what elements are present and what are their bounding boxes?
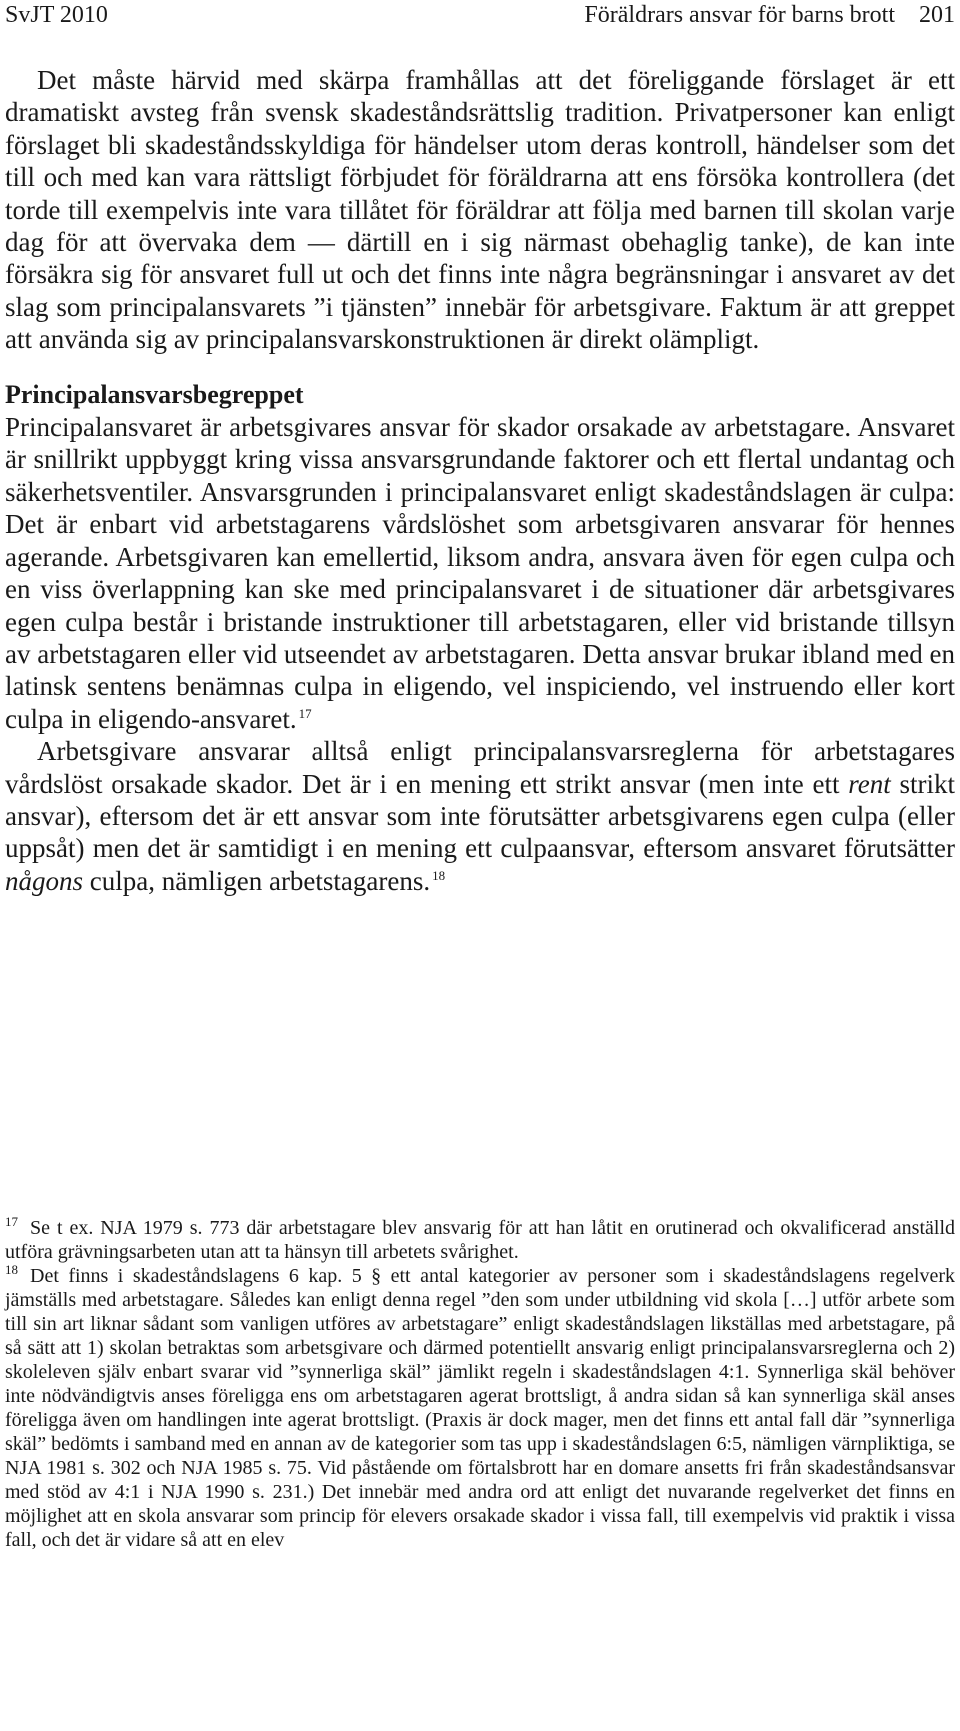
footnotes [5, 1216, 955, 1552]
footnote-18 [5, 1264, 955, 1552]
paragraph-3-text-c: culpa, nämligen arbetstagarens. [83, 865, 431, 896]
journal-name: SvJT 2010 [5, 2, 108, 28]
footnote-number: 17 [5, 1214, 18, 1229]
section-heading: Principalansvarsbegreppet [5, 379, 304, 409]
footnote-17 [5, 1216, 955, 1264]
footnote-ref-17[interactable]: 17 [298, 705, 312, 721]
page-number: 201 [919, 2, 955, 28]
paragraph-3-text-a: Arbetsgivare ansvarar alltså enligt principalansvarsreglerna för arbetstagares vårdslöst orsakade skador. Det är i en mening ett strikt ansvar (men inte ett [5, 736, 955, 799]
emphasis-nagons: någons [5, 865, 84, 896]
paragraph-3-text-b: strikt ansvar), eftersom det är ett ansvar som inte förutsätter arbetsgivarens egen culpa (eller uppsåt) men det är samtidigt i en mening ett culpaansvar, eftersom ansvaret förutsätter [5, 768, 955, 864]
running-head-right [584, 0, 955, 30]
document-page [5, 0, 955, 1731]
paragraph-2 [5, 411, 955, 735]
paragraph-1: Det måste härvid med skärpa framhållas att det föreliggande förslaget är ett dramatiskt avsteg från svensk skadeståndsrättslig tradition. Privatpersoner kan enligt förslaget bli skadeståndsskyldiga för händelser utom deras kontroll, händelser som det till och med kan vara rättsligt förbjudet för föräldrarna att ens försöka kontrollera (det torde till exempelvis inte vara tillåtet för föräldrar att följa med barnen till skolan varje dag för att övervaka dem — därtill en i sig närmast obehaglig tanke), de kan inte försäkra sig för ansvaret full ut och det finns inte några begränsningar i ansvaret av det slag som principalansvarets ”i tjänsten” innebär för arbetsgivare. Faktum är att greppet att använda sig av principalansvarskonstruktionen är direkt olämpligt. [5, 65, 955, 355]
running-head [5, 0, 955, 30]
article-title: Föräldrars ansvar för barns brott [584, 2, 895, 28]
paragraph-3 [5, 735, 955, 897]
emphasis-rent: rent [848, 768, 891, 799]
footnote-text: Se t ex. NJA 1979 s. 773 där arbetstagare blev ansvarig för att han låtit en orutinerad och okvalificerad anställd utföra grävningsarbeten utan att ta hänsyn till arbetets svårighet. [5, 1217, 955, 1263]
paragraph-2-text: Principalansvaret är arbetsgivares ansvar för skador orsakade av arbetstagare. Ansvaret är snillrikt uppbyggt kring vissa ansvarsgrundande faktorer och ett flertal undantag och säkerhetsventiler. Ansvarsgrunden i principalansvaret enligt skadeståndslagen är culpa: Det är enbart vid arbetstagarens vårdslöshet som arbetsgivaren ansvarar för hennes agerande. Arbetsgivaren kan emellertid, liksom andra, ansvara även för egen culpa och en viss överlappning kan ske med principalansvaret i de situationer där arbetsgivares egen culpa består i bristande instruktioner till arbetstagaren, eller vid bristande tillsyn av arbetstagaren eller vid utseendet av arbetstagaren. Detta ansvar brukar ibland med en latinsk sentens benämnas culpa in eligendo, vel inspiciendo, vel instruendo eller kort culpa in eligendo-ansvaret. [5, 412, 955, 734]
footnote-text: Det finns i skadeståndslagens 6 kap. 5 § ett antal kategorier av personer som i skadeståndslagens regelverk jämställs med arbetstagare. Således kan enligt denna regel ”den som under utbildning vid skola […] utför arbete som till sin art liknar sådant som vanligen utföres av arbetstagare” enligt skadeståndslagen likställas med arbetstagare, på så sätt att 1) skolan betraktas som arbetsgivare och därmed potentiellt ansvarig enligt principalansvarsreglerna och 2) skoleleven själv enbart svarar vid ”synnerliga skäl” jämlikt regeln i skadeståndslagen 4:1. Synnerliga skäl behöver inte nödvändigtvis anses föreligga ens om arbetstagaren agerat brottsligt, å andra sidan så kan synnerliga skäl anses föreligga även om handlingen inte agerat brottsligt. (Praxis är dock mager, men det finns ett antal fall där ”synnerliga skäl” bedömts i samband med en annan av de kategorier som tas upp i skadeståndslagen 6:5, nämligen värnpliktiga, se NJA 1981 s. 302 och NJA 1985 s. 75. Vid påstående om förtalsbrott har en domare ansetts fri från skadeståndsansvar med stöd av 4:1 i NJA 1990 s. 231.) Det innebär med andra ord att enligt det nuvarande regelverket det finns en möjlighet att en skola ansvarar som princip för elevers orsakade skador i vissa fall, till exempelvis vid praktik i vissa fall, och det är vidare så att en elev [5, 1265, 955, 1551]
footnote-number: 18 [5, 1262, 18, 1277]
body-text [5, 64, 955, 897]
footnote-ref-18[interactable]: 18 [432, 867, 446, 883]
